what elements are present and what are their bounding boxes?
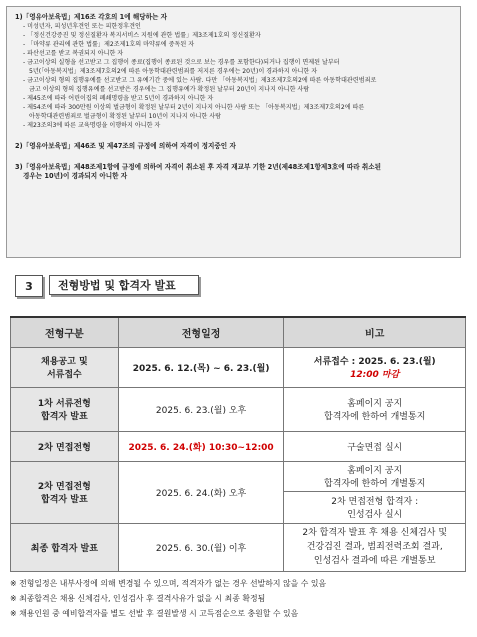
section-number: 3 xyxy=(15,275,43,297)
eligibility-box xyxy=(6,6,461,258)
row-label: 2차 면접전형 합격자 발표 xyxy=(11,461,119,523)
disqualification-item: - 금고이상의 실형을 선고받고 그 집행이 종료(집행이 종료된 것으로 보는 경우를 포함한다)되거나 집행이 면제된 날부터 xyxy=(23,59,340,66)
disqualification-3-title: 3)「영유아보육법」제48조제1항에 규정에 의하여 자격이 취소된 후 자격 재교부 기한 2년(제48조제1항제3호에 따라 취소된 xyxy=(15,163,382,171)
disqualification-item: - 「정신건강증진 및 정신질환자 복지서비스 지원에 관한 법률」제3조제1호의 정신질환자 xyxy=(23,32,261,39)
footnote: ※ 최종합격은 채용 신체검사, 인성검사 후 결격사유가 없을 시 최종 확정됨 xyxy=(10,594,266,603)
row-date: 2025. 6. 30.(월) 이후 xyxy=(118,523,284,571)
header-note: 비고 xyxy=(284,317,466,347)
row-note: 구술면접 실시 xyxy=(284,431,466,461)
disqualification-1-title: 1)「영유아보육법」제16조 각호의 1에 해당하는 자 xyxy=(15,13,168,21)
row-date: 2025. 6. 24.(화) 10:30~12:00 xyxy=(118,431,284,461)
disqualification-item: - 미성년자, 피성년후견인 또는 피한정후견인 xyxy=(23,23,141,30)
disqualification-item: - 금고이상의 형의 집행유예를 선고받고 그 유예기간 중에 있는 사람. 다만 「아동복지법」제3조제7호의2에 따른 아동학대관련범죄로 xyxy=(23,77,377,84)
deadline-note: 12:00 마감 xyxy=(350,370,400,380)
disqualification-item: - 파산선고를 받고 복권되지 아니한 자 xyxy=(23,50,124,57)
disqualification-item: - 제54조에 따라 300만원 이상의 벌금형이 확정된 날부터 2년이 지나지 아니한 사람 또는 「아동복지법」제3조제7호의2에 따른 xyxy=(23,104,365,111)
row-note: 홈페이지 공지 합격자에 한하여 개별통지 xyxy=(284,461,466,491)
section-3-heading xyxy=(15,275,199,297)
row-date: 2025. 6. 23.(월) 오후 xyxy=(118,387,284,431)
table-row xyxy=(11,387,466,431)
row-label: 채용공고 및 서류접수 xyxy=(11,347,119,387)
table-row xyxy=(11,431,466,461)
table-row xyxy=(11,523,466,571)
row-date: 2025. 6. 12.(목) ~ 6. 23.(월) xyxy=(118,347,284,387)
disqualification-item: - 「마약류 관리에 관한 법률」제2조제1호의 마약류에 중독된 자 xyxy=(23,41,195,48)
row-note: 2차 합격자 발표 후 채용 신체검사 및 건강검진 결과, 범죄전력조회 결과, 인성검사 결과에 따른 개별통보 xyxy=(284,523,466,571)
row-label: 1차 서류전형 합격자 발표 xyxy=(11,387,119,431)
disqualification-item: - 제45조에 따라 어린이집의 폐쇄명령을 받고 5년이 경과하지 아니한 자 xyxy=(23,95,214,102)
row-date: 2025. 6. 24.(화) 오후 xyxy=(118,461,284,523)
header-category: 전형구분 xyxy=(11,317,119,347)
row-note: 홈페이지 공지 합격자에 한하여 개별통지 xyxy=(284,387,466,431)
footnote: ※ 전형일정은 내부사정에 의해 변경될 수 있으며, 적격자가 없는 경우 선발하지 않을 수 있음 xyxy=(10,579,327,588)
table-row xyxy=(11,461,466,491)
schedule-table xyxy=(10,316,466,572)
disqualification-item-cont: 5년(「아동복지법」제3조제7호의2에 따른 아동학대관련범죄를 저지른 경우에는 20년)이 경과하지 아니한 자 xyxy=(29,68,318,75)
footnote: ※ 채용인원 중 예비합격자를 별도 선발 후 결원발생 시 고득점순으로 충원할 수 있음 xyxy=(10,609,299,618)
disqualification-3-title-cont: 경우는 10년)이 경과되지 아니한 자 xyxy=(23,172,128,180)
table-row xyxy=(11,347,466,387)
disqualification-2-title: 2)「영유아보육법」제46조 및 제47조의 규정에 의하여 자격이 정지중인 자 xyxy=(15,142,236,150)
row-note: 서류접수 : 2025. 6. 23.(월) 12:00 마감 xyxy=(284,347,466,387)
section-title: 전형방법 및 합격자 발표 xyxy=(49,275,199,295)
footnotes xyxy=(10,576,470,621)
row-label: 2차 면접전형 xyxy=(11,431,119,461)
table-header-row xyxy=(11,317,466,347)
row-note: 2차 면접전형 합격자 : 인성검사 실시 xyxy=(284,491,466,523)
disqualification-item-cont: 금고 이상의 형의 집행유예를 선고받은 경우에는 그 집행유예가 확정된 날부터 20년이 지나지 아니한 사람 xyxy=(29,86,310,93)
header-schedule: 전형일정 xyxy=(118,317,284,347)
row-label: 최종 합격자 발표 xyxy=(11,523,119,571)
disqualification-item: - 제23조의3에 따른 교육명령을 이행하지 아니한 자 xyxy=(23,122,161,129)
disqualification-item-cont: 아동학대관련범죄로 벌금형이 확정된 날부터 10년이 지나지 아니한 사람 xyxy=(29,113,222,120)
